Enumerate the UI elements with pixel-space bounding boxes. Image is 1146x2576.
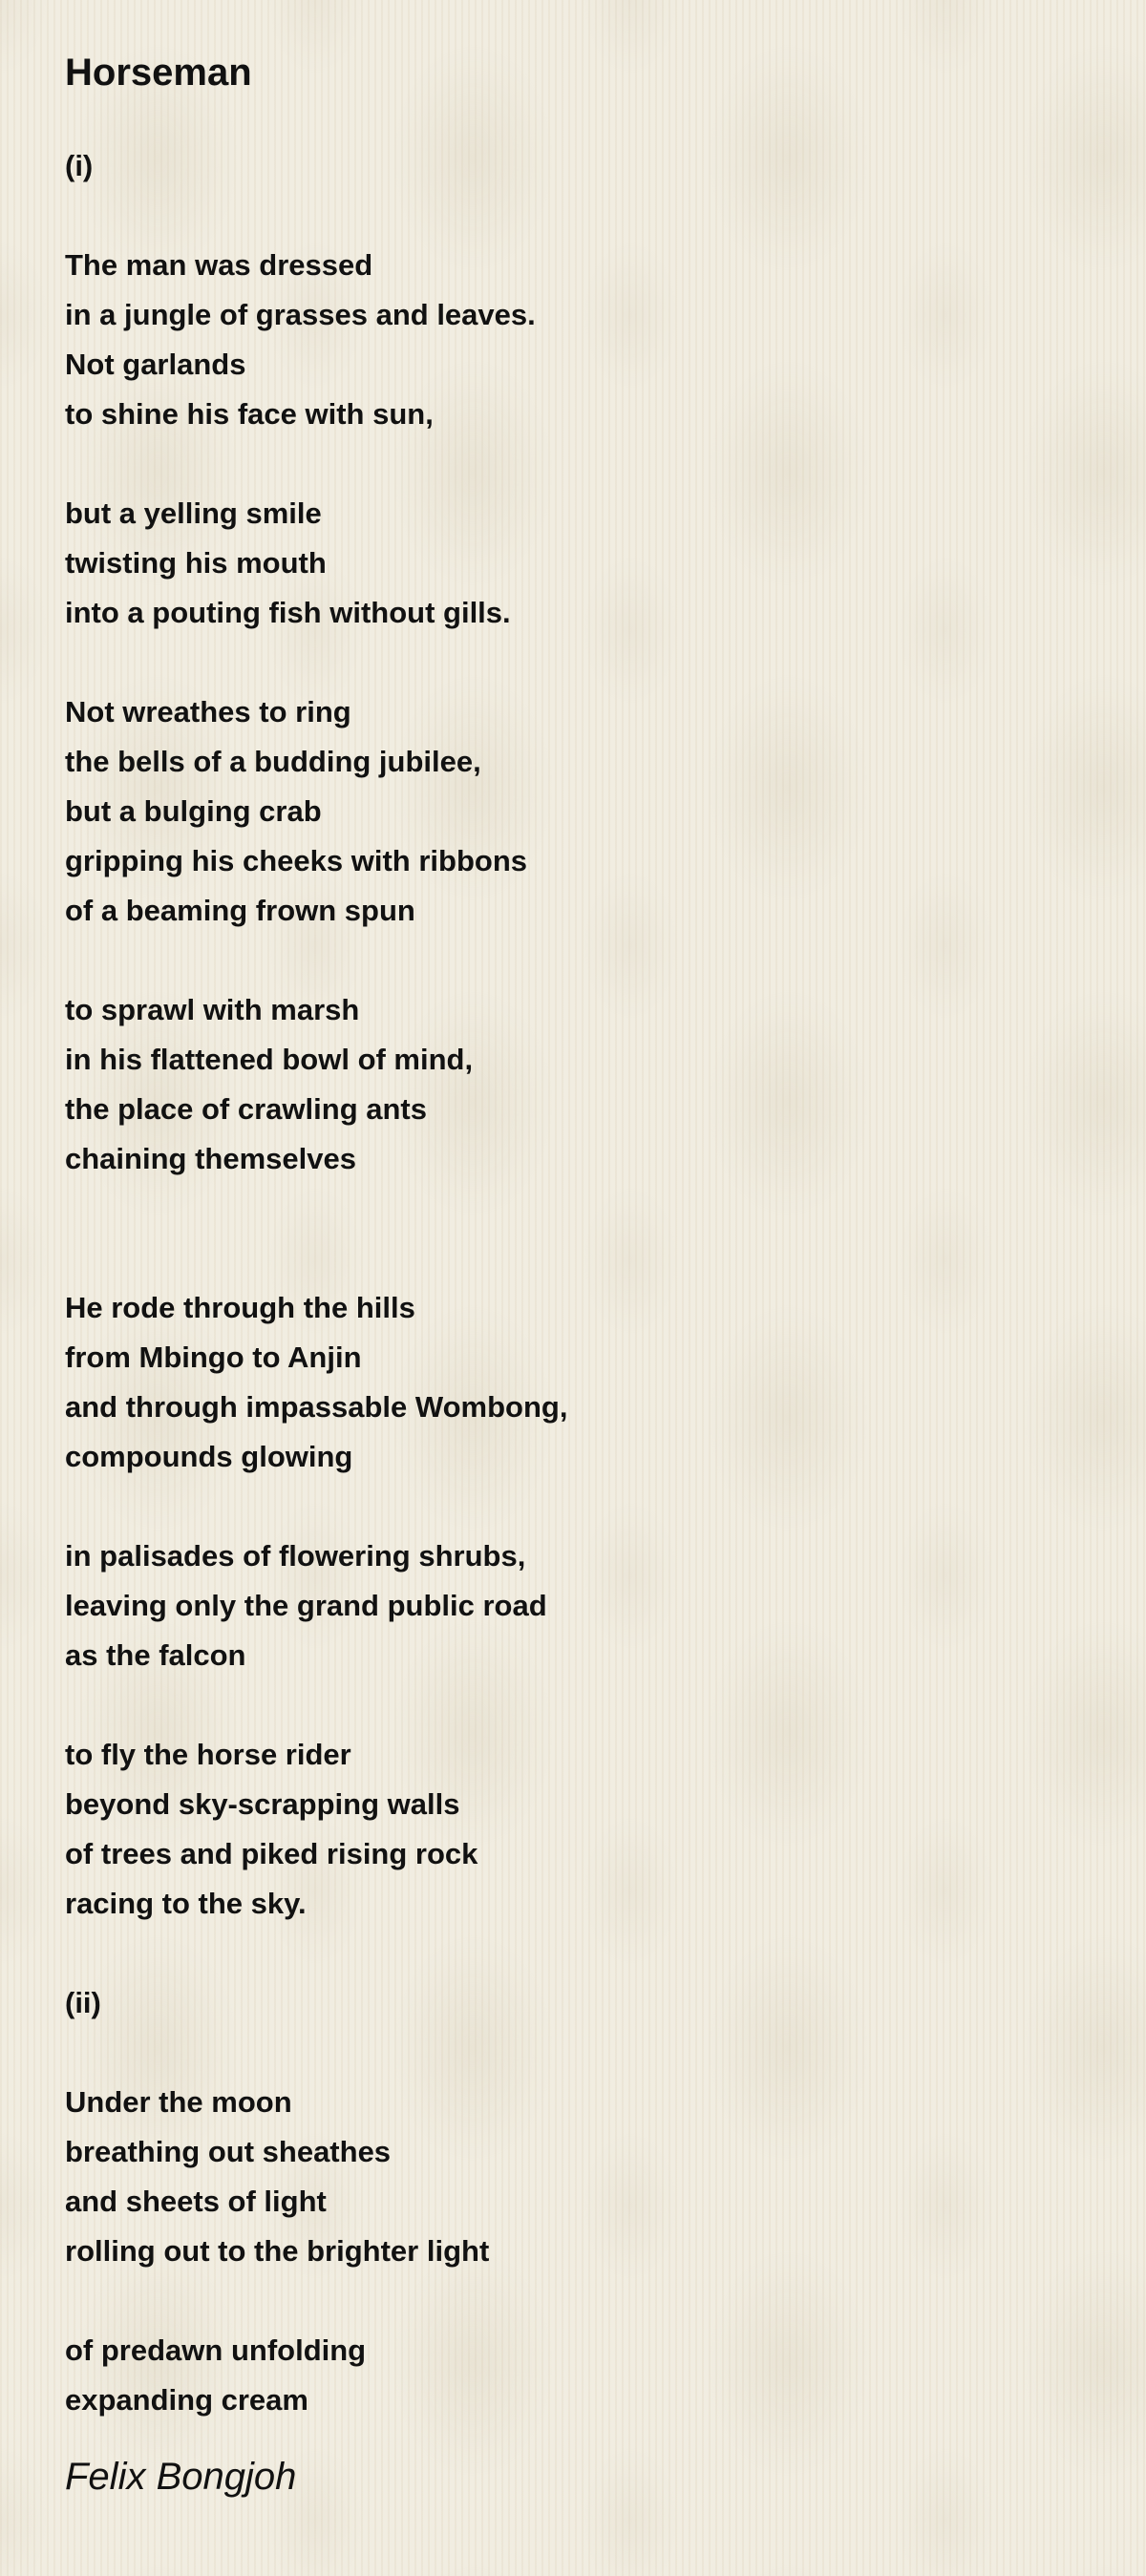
stanza-break xyxy=(65,936,1096,985)
poem-line: into a pouting fish without gills. xyxy=(65,596,511,629)
poem-line: beyond sky-scrapping walls xyxy=(65,1787,460,1821)
poem-line: leaving only the grand public road xyxy=(65,1589,547,1622)
poem-line: expanding cream xyxy=(65,2383,308,2417)
poem-line: but a bulging crab xyxy=(65,794,322,828)
stanza-break xyxy=(65,1234,1096,1283)
stanza-break xyxy=(65,1680,1096,1730)
poem-line: racing to the sky. xyxy=(65,1887,307,1920)
stanza-break xyxy=(65,1184,1096,1234)
stanza-break xyxy=(65,439,1096,489)
poem-line: Not garlands xyxy=(65,348,246,381)
stanza-break xyxy=(65,2276,1096,2326)
stanza-break xyxy=(65,1929,1096,1978)
poem-line: and sheets of light xyxy=(65,2185,327,2218)
stanza-break xyxy=(65,2028,1096,2078)
poem-line: gripping his cheeks with ribbons xyxy=(65,844,527,877)
poem-page xyxy=(65,46,1096,2505)
poem-line: The man was dressed xyxy=(65,248,373,282)
poem-line: to shine his face with sun, xyxy=(65,397,434,431)
poem-line: rolling out to the brighter light xyxy=(65,2234,490,2268)
poem-line: of predawn unfolding xyxy=(65,2333,367,2367)
poem-line: (ii) xyxy=(65,1986,101,2019)
poem-line: Not wreathes to ring xyxy=(65,695,351,728)
poem-line: (i) xyxy=(65,149,94,182)
poem-line: He rode through the hills xyxy=(65,1291,415,1324)
poem-line: and through impassable Wombong, xyxy=(65,1390,568,1424)
poem-title: Horseman xyxy=(65,52,252,94)
poem-line: the place of crawling ants xyxy=(65,1092,427,1126)
poem-line: Under the moon xyxy=(65,2085,292,2119)
poem-line: in palisades of flowering shrubs, xyxy=(65,1539,526,1573)
poem-line: to sprawl with marsh xyxy=(65,993,360,1026)
poem-line: the bells of a budding jubilee, xyxy=(65,745,481,778)
poem-line: from Mbingo to Anjin xyxy=(65,1341,362,1374)
poem-line: but a yelling smile xyxy=(65,496,322,530)
poem-line: compounds glowing xyxy=(65,1440,353,1473)
stanza-break xyxy=(65,638,1096,687)
poem-author: Felix Bongjoh xyxy=(65,2456,297,2498)
poem-line: in a jungle of grasses and leaves. xyxy=(65,298,536,331)
stanza-break xyxy=(65,191,1096,241)
stanza-break xyxy=(65,1482,1096,1531)
poem-line: in his flattened bowl of mind, xyxy=(65,1043,474,1076)
poem-line: breathing out sheathes xyxy=(65,2135,392,2168)
poem-line: of trees and piked rising rock xyxy=(65,1837,478,1870)
poem-line: as the falcon xyxy=(65,1638,246,1672)
poem-line: to fly the horse rider xyxy=(65,1738,351,1771)
poem-line: twisting his mouth xyxy=(65,546,327,580)
poem-line: of a beaming frown spun xyxy=(65,894,415,927)
poem-body xyxy=(65,141,1096,2425)
poem-line: chaining themselves xyxy=(65,1142,356,1175)
